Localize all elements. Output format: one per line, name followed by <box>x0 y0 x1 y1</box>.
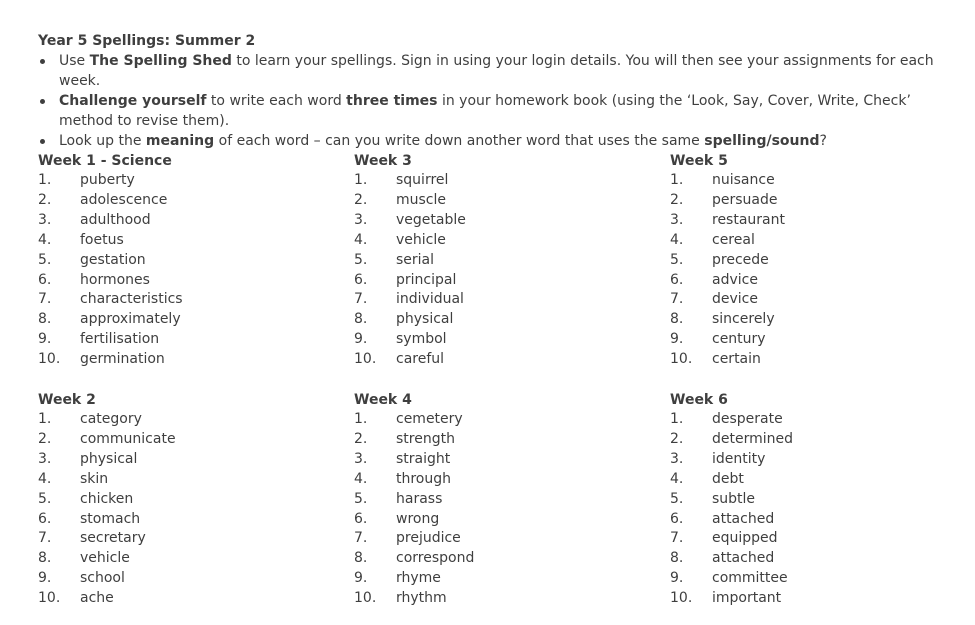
list-item <box>38 589 338 609</box>
instruction-item-2 <box>38 91 948 131</box>
spelling-word: vegetable <box>396 211 466 228</box>
list-item <box>670 211 970 231</box>
instruction-text: to learn your spellings. Sign in using your login details. You will then see your assignments for each week. <box>59 53 934 89</box>
spelling-word: stomach <box>80 510 141 527</box>
spelling-word: secretary <box>80 530 146 547</box>
list-item <box>354 330 654 350</box>
spelling-word: identity <box>712 450 766 467</box>
item-number: 6. <box>38 510 52 527</box>
spelling-word: individual <box>396 291 464 308</box>
list-item <box>670 231 970 251</box>
instruction-bold-text: three times <box>346 93 438 109</box>
item-number: 1. <box>670 411 684 427</box>
spelling-word: attached <box>712 510 775 527</box>
list-item <box>38 430 338 450</box>
spellings-document <box>38 31 948 607</box>
item-number: 2. <box>38 430 52 447</box>
item-number: 8. <box>354 311 368 328</box>
spelling-word: restaurant <box>712 211 785 228</box>
item-number: 8. <box>354 550 368 567</box>
spelling-word: puberty <box>80 172 135 188</box>
page-title: Year 5 Spellings: Summer 2 <box>38 33 256 49</box>
item-number: 3. <box>354 450 368 467</box>
item-number: 4. <box>670 231 684 248</box>
list-item <box>670 271 970 291</box>
spelling-word: equipped <box>712 530 778 547</box>
item-number: 3. <box>354 211 368 228</box>
list-item <box>670 490 970 510</box>
spelling-word: desperate <box>712 411 783 427</box>
item-number: 8. <box>670 550 684 567</box>
spelling-word: important <box>712 590 782 607</box>
spelling-word: certain <box>712 351 761 368</box>
item-number: 7. <box>38 291 52 308</box>
spelling-word: fertilisation <box>80 331 160 348</box>
week-title: Week 2 <box>38 392 96 408</box>
item-number: 10. <box>354 590 377 607</box>
list-item <box>38 510 338 530</box>
instruction-text: in your homework book (using the ‘Look, Say, Cover, Write, Check’ method to revise them). <box>59 93 911 129</box>
item-number: 9. <box>670 331 684 348</box>
list-item <box>670 350 970 370</box>
word-list <box>354 171 654 370</box>
item-number: 1. <box>670 172 684 188</box>
item-number: 5. <box>38 251 52 268</box>
list-item <box>38 290 338 310</box>
spelling-word: vehicle <box>80 550 130 567</box>
item-number: 4. <box>670 470 684 487</box>
spelling-word: strength <box>396 430 455 447</box>
list-item <box>354 470 654 490</box>
spelling-word: sincerely <box>712 311 775 328</box>
instruction-bold-text: meaning <box>145 133 215 149</box>
list-item <box>38 470 338 490</box>
spelling-word: communicate <box>80 430 176 447</box>
instruction-text: to write each word <box>206 93 347 109</box>
list-item <box>670 251 970 271</box>
list-item <box>354 290 654 310</box>
spelling-word: cemetery <box>396 411 463 427</box>
instruction-item-3 <box>38 131 948 151</box>
item-number: 7. <box>354 291 368 308</box>
list-item <box>354 271 654 291</box>
item-number: 6. <box>670 510 684 527</box>
spelling-word: chicken <box>80 490 134 507</box>
week-block <box>38 390 338 609</box>
instruction-text: of each word – can you write down another word that uses the same <box>214 133 705 149</box>
spelling-word: principal <box>396 271 457 288</box>
spelling-word: muscle <box>396 191 447 208</box>
word-list <box>670 171 970 370</box>
spelling-word: ache <box>80 590 114 607</box>
spelling-word: straight <box>396 450 451 467</box>
spelling-word: symbol <box>396 331 447 348</box>
item-number: 8. <box>670 311 684 328</box>
list-item <box>38 211 338 231</box>
instructions-list <box>38 51 948 151</box>
spelling-word: through <box>396 470 452 487</box>
spelling-word: adolescence <box>80 191 168 208</box>
item-number: 4. <box>354 470 368 487</box>
item-number: 9. <box>670 570 684 587</box>
spelling-word: foetus <box>80 231 124 248</box>
item-number: 4. <box>354 231 368 248</box>
instruction-bold-text: The Spelling Shed <box>89 53 232 69</box>
list-item <box>38 490 338 510</box>
item-number: 9. <box>38 570 52 587</box>
list-item <box>38 251 338 271</box>
list-item <box>354 350 654 370</box>
spelling-word: advice <box>712 271 758 288</box>
spelling-word: cereal <box>712 231 755 248</box>
spelling-word: persuade <box>712 191 778 208</box>
week-block <box>670 151 970 370</box>
list-item <box>38 231 338 251</box>
item-number: 6. <box>38 271 52 288</box>
item-number: 6. <box>670 271 684 288</box>
spelling-word: attached <box>712 550 775 567</box>
spelling-word: precede <box>712 251 769 268</box>
list-item <box>38 569 338 589</box>
list-item <box>38 450 338 470</box>
list-item <box>38 330 338 350</box>
list-item <box>354 231 654 251</box>
instruction-bold-text: Challenge yourself <box>59 93 207 109</box>
list-item <box>354 410 654 430</box>
item-number: 10. <box>38 590 61 607</box>
spelling-word: nuisance <box>712 172 775 188</box>
spelling-word: serial <box>396 251 435 268</box>
item-number: 3. <box>38 450 52 467</box>
spelling-word: century <box>712 331 766 348</box>
list-item <box>354 191 654 211</box>
list-item <box>670 569 970 589</box>
list-item <box>354 510 654 530</box>
week-block <box>670 390 970 609</box>
list-item <box>38 410 338 430</box>
list-item <box>354 549 654 569</box>
list-item <box>354 569 654 589</box>
item-number: 9. <box>354 570 368 587</box>
item-number: 5. <box>38 490 52 507</box>
list-item <box>38 191 338 211</box>
spelling-word: school <box>80 570 125 587</box>
list-item <box>670 171 970 191</box>
list-item <box>670 290 970 310</box>
list-item <box>354 490 654 510</box>
item-number: 10. <box>670 590 693 607</box>
spelling-word: debt <box>712 470 744 487</box>
instruction-bold-text: spelling/sound <box>704 133 820 149</box>
spelling-word: gestation <box>80 251 146 268</box>
spelling-word: adulthood <box>80 211 151 228</box>
item-number: 1. <box>354 172 368 188</box>
list-item <box>354 310 654 330</box>
item-number: 10. <box>670 351 693 368</box>
week-block <box>38 151 338 370</box>
spelling-word: harass <box>396 490 443 507</box>
item-number: 2. <box>670 430 684 447</box>
spelling-word: device <box>712 291 758 308</box>
spelling-word: skin <box>80 470 109 487</box>
list-item <box>38 529 338 549</box>
spelling-word: determined <box>712 430 794 447</box>
item-number: 3. <box>670 211 684 228</box>
item-number: 5. <box>670 490 684 507</box>
spelling-word: category <box>80 411 142 427</box>
item-number: 10. <box>354 351 377 368</box>
week-title: Week 1 - Science <box>38 153 172 169</box>
list-item <box>670 310 970 330</box>
item-number: 4. <box>38 470 52 487</box>
item-number: 4. <box>38 231 52 248</box>
spelling-word: vehicle <box>396 231 446 248</box>
item-number: 5. <box>354 490 368 507</box>
item-number: 1. <box>38 411 52 427</box>
list-item <box>670 450 970 470</box>
list-item <box>38 549 338 569</box>
word-list <box>670 410 970 609</box>
item-number: 6. <box>354 510 368 527</box>
spelling-word: rhythm <box>396 590 447 607</box>
item-number: 1. <box>38 172 52 188</box>
item-number: 2. <box>38 191 52 208</box>
list-item <box>670 330 970 350</box>
spelling-word: correspond <box>396 550 475 567</box>
instruction-item-1 <box>38 51 948 91</box>
list-item <box>354 430 654 450</box>
word-list <box>38 410 338 609</box>
instruction-text: Use <box>59 53 90 69</box>
item-number: 1. <box>354 411 368 427</box>
item-number: 7. <box>38 530 52 547</box>
list-item <box>354 589 654 609</box>
list-item <box>354 251 654 271</box>
spelling-word: squirrel <box>396 172 449 188</box>
list-item <box>670 529 970 549</box>
list-item <box>670 510 970 530</box>
list-item <box>670 430 970 450</box>
spelling-word: committee <box>712 570 788 587</box>
item-number: 10. <box>38 351 61 368</box>
list-item <box>38 271 338 291</box>
list-item <box>354 450 654 470</box>
item-number: 7. <box>670 291 684 308</box>
spelling-word: prejudice <box>396 530 461 547</box>
list-item <box>670 191 970 211</box>
item-number: 8. <box>38 311 52 328</box>
spelling-word: approximately <box>80 311 181 328</box>
item-number: 2. <box>670 191 684 208</box>
item-number: 7. <box>670 530 684 547</box>
spelling-word: wrong <box>396 510 440 527</box>
week-title: Week 3 <box>354 153 412 169</box>
week-block <box>354 390 654 609</box>
spelling-word: germination <box>80 351 165 368</box>
instruction-text: Look up the <box>59 133 146 149</box>
word-list <box>354 410 654 609</box>
list-item <box>38 171 338 191</box>
spelling-word: careful <box>396 351 445 368</box>
list-item <box>354 211 654 231</box>
spelling-word: physical <box>80 450 138 467</box>
spelling-word: characteristics <box>80 291 183 308</box>
list-item <box>670 470 970 490</box>
list-item <box>38 310 338 330</box>
item-number: 5. <box>354 251 368 268</box>
item-number: 7. <box>354 530 368 547</box>
item-number: 5. <box>670 251 684 268</box>
week-title: Week 5 <box>670 153 728 169</box>
spelling-word: physical <box>396 311 454 328</box>
item-number: 2. <box>354 191 368 208</box>
week-title: Week 6 <box>670 392 728 408</box>
list-item <box>354 529 654 549</box>
item-number: 6. <box>354 271 368 288</box>
week-title: Week 4 <box>354 392 412 408</box>
item-number: 9. <box>354 331 368 348</box>
list-item <box>354 171 654 191</box>
instruction-text: ? <box>819 133 827 149</box>
spelling-word: subtle <box>712 490 756 507</box>
week-block <box>354 151 654 370</box>
item-number: 2. <box>354 430 368 447</box>
word-list <box>38 171 338 370</box>
item-number: 9. <box>38 331 52 348</box>
list-item <box>670 589 970 609</box>
item-number: 3. <box>38 211 52 228</box>
item-number: 8. <box>38 550 52 567</box>
list-item <box>38 350 338 370</box>
spelling-word: hormones <box>80 271 150 288</box>
list-item <box>670 410 970 430</box>
list-item <box>670 549 970 569</box>
spelling-word: rhyme <box>396 570 441 587</box>
item-number: 3. <box>670 450 684 467</box>
